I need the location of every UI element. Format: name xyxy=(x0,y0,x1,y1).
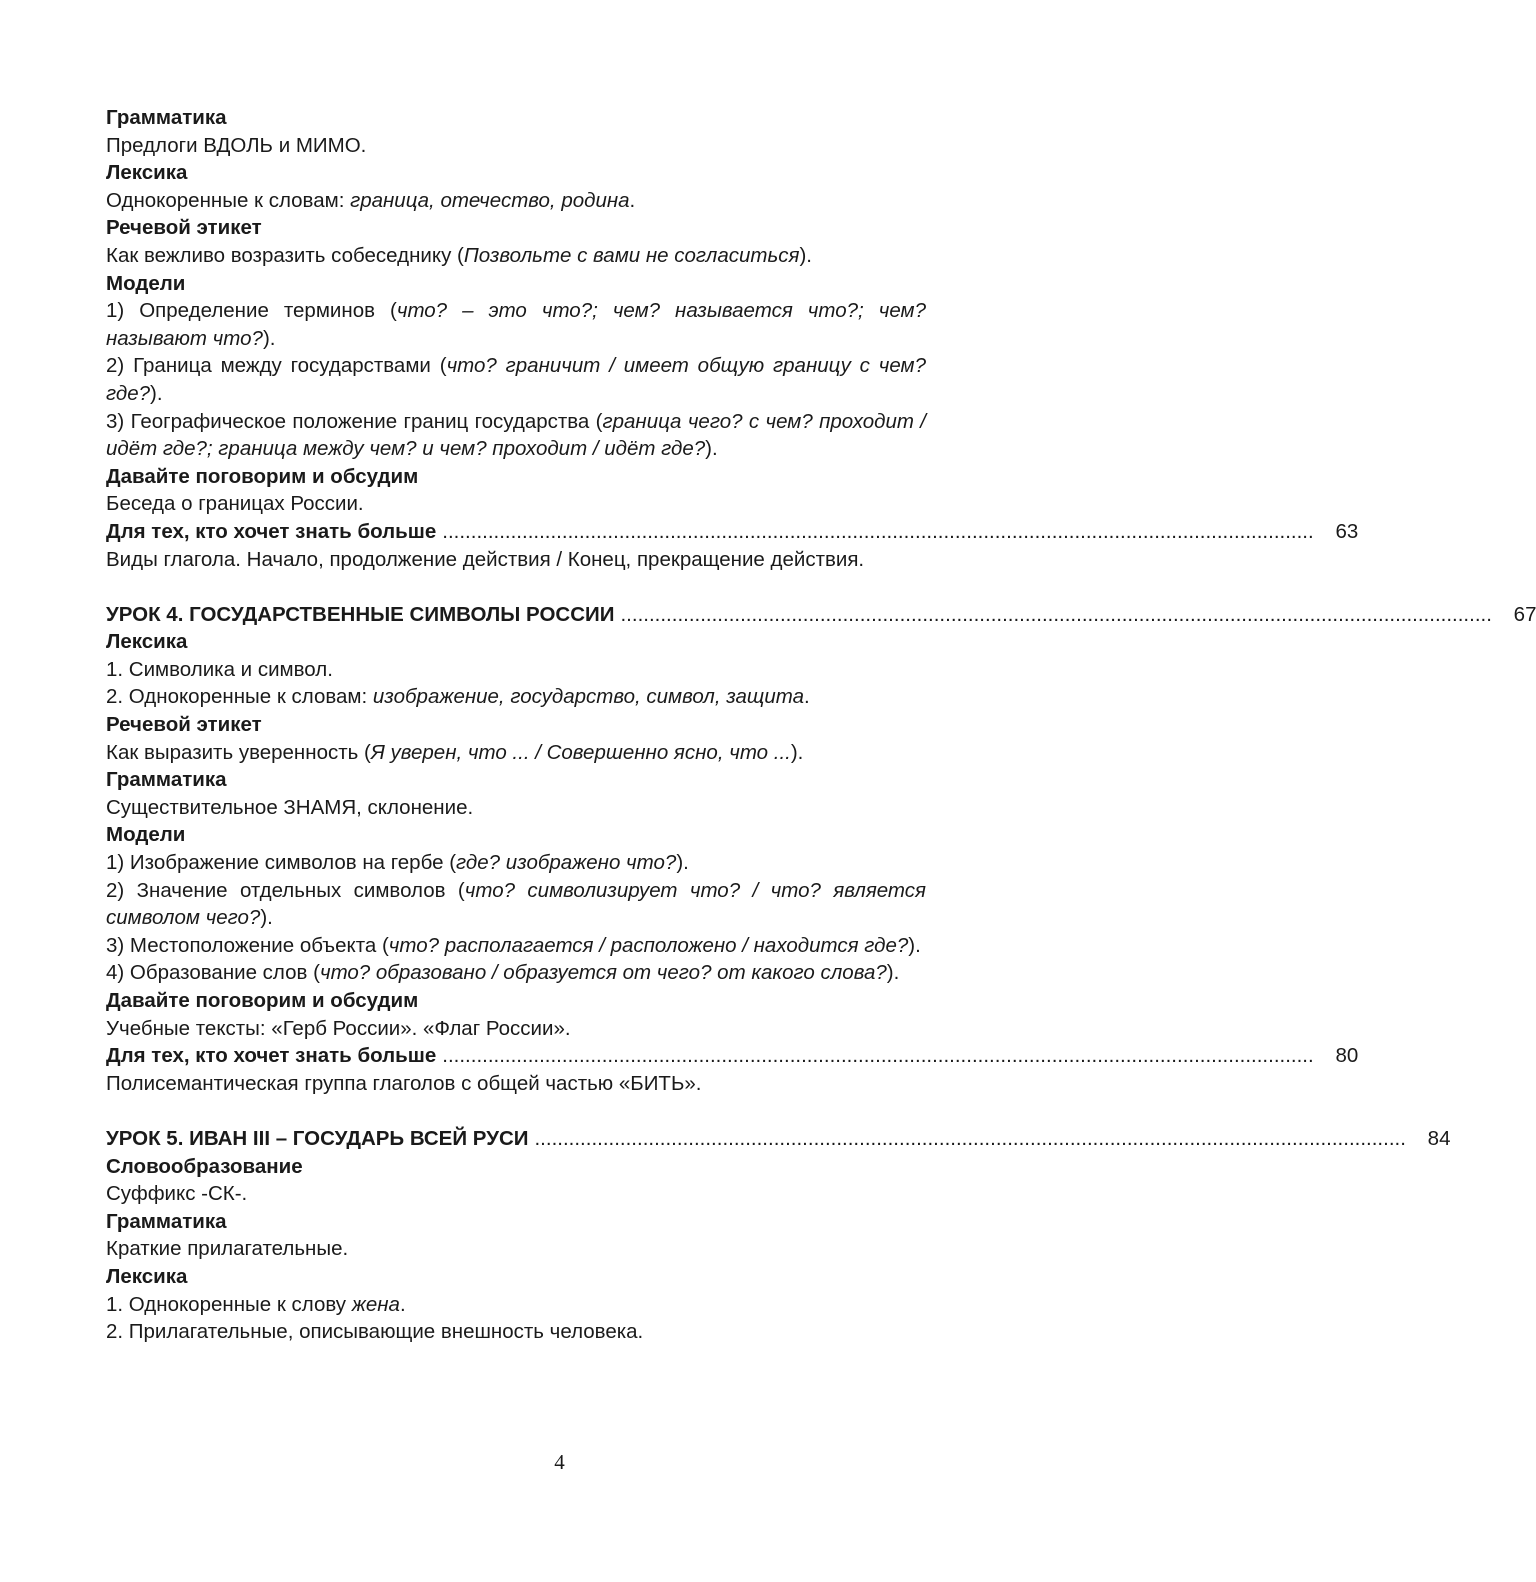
grammar-text: Существительное ЗНАМЯ, склонение. xyxy=(106,795,474,819)
lexicon-item: 2. Однокоренные к словам: изображение, государство, символ, защита. xyxy=(106,685,810,709)
toc-page-number: 67 xyxy=(1513,602,1536,626)
section-heading-grammar: Грамматика xyxy=(106,106,227,129)
discuss-text: Беседа о границах России. xyxy=(106,492,364,516)
spacer xyxy=(106,573,974,601)
toc-entry-lesson-4[interactable] xyxy=(106,601,1536,629)
toc-entry-title: УРОК 5. ИВАН III – ГОСУДАРЬ ВСЕЙ РУСИ xyxy=(106,1126,529,1150)
section-heading-discuss: Давайте поговорим и обсудим xyxy=(106,464,419,488)
toc-entry-more[interactable] xyxy=(106,1042,1359,1070)
toc-page-number: 63 xyxy=(1335,519,1359,543)
toc-leader-dots: ......................................................................................................................................................... xyxy=(442,1044,1314,1068)
lexicon-item: 2. Прилагательные, описывающие внешность человека. xyxy=(106,1320,644,1344)
model-item: 1) Изображение символов на гербе (где? изображено что?). xyxy=(106,851,689,875)
section-heading-lexicon: Лексика xyxy=(106,1264,188,1288)
toc-entry-more[interactable] xyxy=(106,518,1359,546)
toc-leader-dots: ......................................................................................................................................................... xyxy=(442,519,1314,543)
wordformation-text: Суффикс -СК-. xyxy=(106,1182,248,1206)
section-heading-models: Модели xyxy=(106,823,186,847)
spacer xyxy=(106,1097,974,1125)
etiquette-text: Как вежливо возразить собеседнику (Позвольте с вами не согласиться). xyxy=(106,243,812,267)
model-item: 1) Определение терминов (что? – это что?; чем? называется что?; чем? называют что?). xyxy=(106,299,926,350)
model-item: 3) Местоположение объекта (что? располагается / расположено / находится где?). xyxy=(106,933,921,957)
section-heading-lexicon: Лексика xyxy=(106,630,188,654)
section-heading-models: Модели xyxy=(106,271,186,295)
toc-entry-title: Для тех, кто хочет знать больше xyxy=(106,519,437,543)
toc-leader-dots: ......................................................................................................................................................... xyxy=(534,1126,1406,1150)
toc-entry-title: УРОК 4. ГОСУДАРСТВЕННЫЕ СИМВОЛЫ РОССИИ xyxy=(106,602,615,626)
section-heading-lexicon: Лексика xyxy=(106,161,188,185)
section-heading-etiquette: Речевой этикет xyxy=(106,713,262,737)
toc-leader-dots: ......................................................................................................................................................... xyxy=(620,602,1492,626)
toc-page-number: 80 xyxy=(1335,1044,1359,1068)
model-item: 3) Географическое положение границ государства (граница чего? с чем? проходит / идёт где?; граница между чем? и чем? проходит / идёт где?). xyxy=(106,409,926,461)
lexicon-item: 1. Символика и символ. xyxy=(106,657,333,681)
lexicon-text: Однокоренные к словам: граница, отечество, родина. xyxy=(106,188,636,212)
toc-page-number: 84 xyxy=(1427,1126,1451,1150)
more-text: Виды глагола. Начало, продолжение действия / Конец, прекращение действия. xyxy=(106,547,865,571)
grammar-text: Краткие прилагательные. xyxy=(106,1237,349,1261)
section-heading-etiquette: Речевой этикет xyxy=(106,216,262,240)
section-heading-grammar: Грамматика xyxy=(106,1209,227,1233)
toc-entry-lesson-5[interactable] xyxy=(106,1125,1451,1153)
section-heading-discuss: Давайте поговорим и обсудим xyxy=(106,989,419,1012)
model-item: 4) Образование слов (что? образовано / образуется от чего? от какого слова?). xyxy=(106,961,900,985)
lexicon-item: 1. Однокоренные к слову жена. xyxy=(106,1292,406,1316)
more-text: Полисемантическая группа глаголов с общей частью «БИТЬ». xyxy=(106,1071,702,1095)
etiquette-text: Как выразить уверенность (Я уверен, что ... / Совершенно ясно, что ...). xyxy=(106,740,804,764)
model-item: 2) Граница между государствами (что? граничит / имеет общую границу с чем? где?). xyxy=(106,354,927,405)
toc-entry-title: Для тех, кто хочет знать больше xyxy=(106,1044,437,1068)
discuss-text: Учебные тексты: «Герб России». «Флаг России». xyxy=(106,1016,571,1040)
grammar-text: Предлоги ВДОЛЬ и МИМО. xyxy=(106,133,367,157)
section-heading-grammar: Грамматика xyxy=(106,768,227,792)
page-number: 4 xyxy=(554,1450,565,1474)
model-item: 2) Значение отдельных символов (что? символизирует что? / что? является символом чего?). xyxy=(106,878,926,930)
section-heading-wordformation: Словообразование xyxy=(106,1154,303,1178)
table-of-contents xyxy=(106,104,1536,1346)
